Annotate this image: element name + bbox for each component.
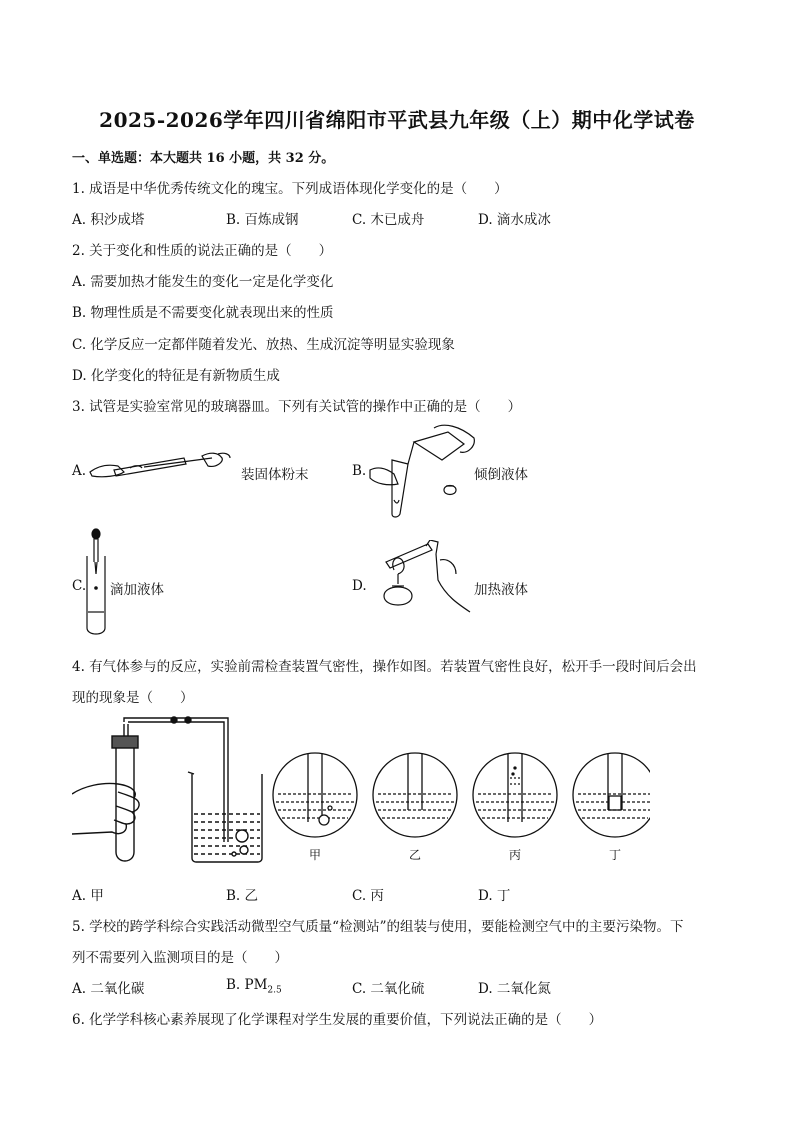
question-4-stem-line1: 4. 有气体参与的反应，实验前需检查装置气密性，操作如图。若装置气密性良好，松开手一段时间后会出	[72, 659, 697, 675]
q4-option-c[interactable]: C. 丙	[352, 888, 384, 904]
q5-option-c[interactable]: C. 二氧化硫	[352, 981, 425, 997]
pouring-liquid-figure	[364, 424, 484, 520]
circle-label-yi: 乙	[409, 848, 422, 862]
pm-subscript: 2.5	[267, 985, 282, 996]
q2-option-a[interactable]: A. 需要加热才能发生的变化一定是化学变化	[72, 274, 334, 290]
q3-option-a-caption: 装固体粉末	[241, 467, 309, 483]
q1-option-a[interactable]: A. 积沙成塔	[72, 212, 145, 228]
q3-option-c-letter[interactable]: C.	[72, 578, 87, 594]
circle-label-jia: 甲	[309, 848, 322, 862]
circle-label-ding: 丁	[609, 848, 622, 862]
question-5-stem-line2: 列不需要列入监测项目的是（ ）	[72, 950, 288, 966]
q1-option-d[interactable]: D. 滴水成冰	[478, 212, 551, 228]
question-3-stem: 3. 试管是实验室常见的玻璃器皿。下列有关试管的操作中正确的是（ ）	[72, 399, 522, 415]
question-2-stem: 2. 关于变化和性质的说法正确的是（ ）	[72, 243, 333, 259]
q3-option-d-caption: 加热液体	[474, 582, 528, 598]
q4-option-a[interactable]: A. 甲	[72, 888, 104, 904]
page-title: 2025-2026学年四川省绵阳市平武县九年级（上）期中化学试卷	[99, 108, 695, 132]
q5-option-b[interactable]	[226, 977, 282, 996]
q3-option-c-caption: 滴加液体	[110, 582, 164, 598]
question-6-stem: 6. 化学学科核心素养展现了化学课程对学生发展的重要价值，下列说法正确的是（ ）	[72, 1012, 603, 1028]
q5-option-d[interactable]: D. 二氧化氮	[478, 981, 551, 997]
q3-option-d-letter[interactable]: D.	[352, 578, 367, 594]
q5-option-b-text: B. PM	[226, 977, 268, 993]
q2-option-c[interactable]: C. 化学反应一定都伴随着发光、放热、生成沉淀等明显实验现象	[72, 337, 455, 353]
q3-option-a-letter[interactable]: A.	[72, 463, 87, 479]
q2-option-d[interactable]: D. 化学变化的特征是有新物质生成	[72, 368, 280, 384]
q5-option-a[interactable]: A. 二氧化碳	[72, 981, 145, 997]
q4-option-b[interactable]: B. 乙	[226, 888, 259, 904]
q1-option-c[interactable]: C. 木已成舟	[352, 212, 425, 228]
section-heading: 一、单选题：本大题共 16 小题，共 32 分。	[72, 151, 335, 166]
question-5-stem-line1: 5. 学校的跨学科综合实践活动微型空气质量“检测站”的组装与使用，要能检测空气中的主要污染物。下	[72, 919, 684, 935]
heating-liquid-figure	[366, 540, 476, 624]
q3-option-b-letter[interactable]: B.	[352, 463, 367, 479]
question-1-stem: 1. 成语是中华优秀传统文化的瑰宝。下列成语体现化学变化的是（ ）	[72, 181, 508, 197]
q4-option-d[interactable]: D. 丁	[478, 888, 511, 904]
dropping-liquid-figure	[84, 528, 108, 638]
q2-option-b[interactable]: B. 物理性质是不需要变化就表现出来的性质	[72, 305, 334, 321]
q1-option-b[interactable]: B. 百炼成钢	[226, 212, 299, 228]
test-tube-powder-figure	[84, 446, 244, 490]
airtightness-apparatus-figure	[72, 712, 272, 868]
q3-option-b-caption: 倾倒液体	[474, 467, 528, 483]
question-4-stem-line2: 现的现象是（ ）	[72, 690, 194, 706]
observation-circles-figure	[270, 750, 650, 842]
circle-label-bing: 丙	[509, 848, 522, 862]
